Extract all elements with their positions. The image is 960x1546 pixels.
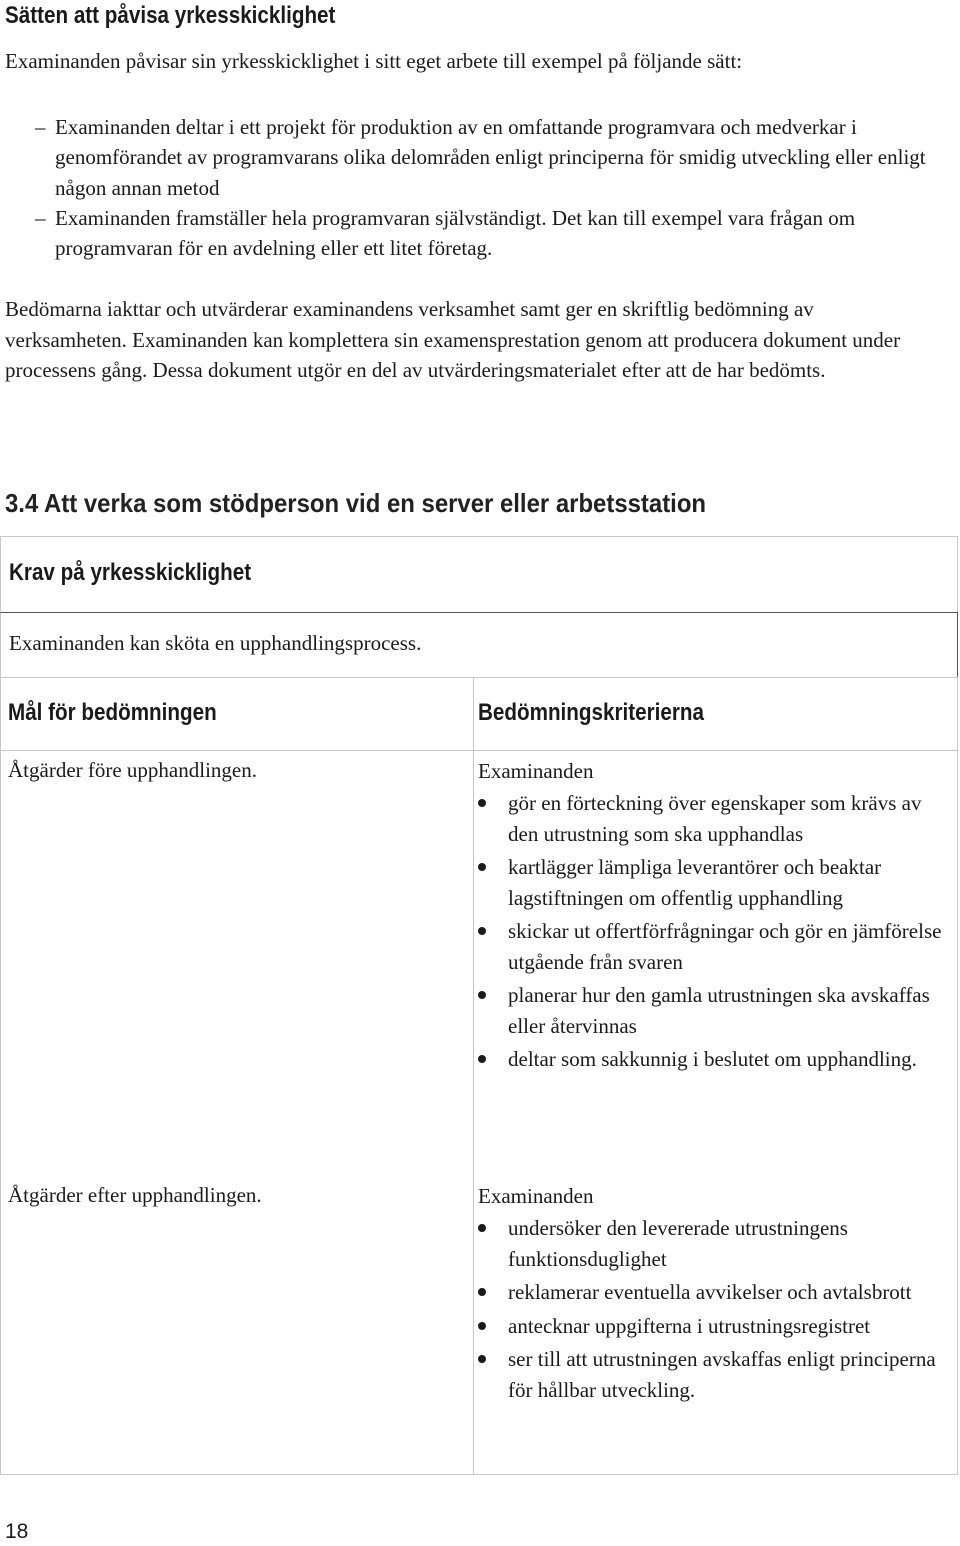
- column-header-goals: Mål för bedömningen: [8, 699, 217, 726]
- criteria-item: [478, 916, 948, 977]
- criteria-cell: [478, 1181, 948, 1408]
- dash-icon: –: [35, 205, 46, 230]
- dash-list: [35, 112, 935, 263]
- criteria-cell: [478, 756, 948, 1078]
- bullet-icon: [478, 1224, 486, 1232]
- criteria-text: gör en förteckning över egenskaper som krävs av den utrustning som ska upphandlas: [508, 791, 922, 846]
- dash-list-item: [35, 112, 935, 203]
- bullet-icon: [478, 991, 486, 999]
- column-header-criteria: Bedömningskriterierna: [478, 699, 704, 726]
- bullet-icon: [478, 1055, 486, 1063]
- criteria-item: [478, 1277, 948, 1308]
- page-number: 18: [5, 1520, 29, 1543]
- bullet-icon: [478, 927, 486, 935]
- bullet-icon: [478, 799, 486, 807]
- criteria-item: [478, 788, 948, 849]
- bullet-icon: [478, 1355, 486, 1363]
- dash-icon: –: [35, 115, 46, 139]
- criteria-text: undersöker den levererade utrustningens funktionsduglighet: [508, 1216, 848, 1271]
- criteria-text: reklamerar eventuella avvikelser och avtalsbrott: [508, 1280, 912, 1304]
- goal-cell: Åtgärder före upphandlingen.: [8, 758, 257, 782]
- bullet-icon: [478, 1322, 486, 1330]
- criteria-lead: Examinanden: [478, 1184, 594, 1208]
- assessment-paragraph: Bedömarna iakttar och utvärderar examinandens verksamhet samt ger en skriftlig bedömning av verksamheten. Examinanden kan komplettera sin examensprestation genom att producera dokument under processens gång. Dessa dokument utgör en del av utvärderingsmaterialet efter att de har bedömts.: [5, 297, 901, 382]
- requirements-table: [0, 536, 958, 726]
- criteria-item: [478, 1311, 948, 1342]
- criteria-text: kartlägger lämpliga leverantörer och beaktar lagstiftningen om offentlig upphandling: [508, 855, 882, 910]
- criteria-item: [478, 1044, 948, 1075]
- dash-item-text: Examinanden deltar i ett projekt för produktion av en omfattande programvara och medverkar i genomförandet av programvarans olika delområden enligt principerna för smidig utveckling eller enligt någon annan metod: [55, 115, 926, 200]
- criteria-item: [478, 1213, 948, 1274]
- bullet-icon: [478, 863, 486, 871]
- criteria-item: [478, 980, 948, 1041]
- criteria-list: [478, 788, 948, 1075]
- criteria-text: ser till att utrustningen avskaffas enligt principerna för hållbar utveckling.: [508, 1347, 936, 1402]
- requirement-heading-row: [0, 536, 958, 612]
- requirement-heading: Krav på yrkesskicklighet: [9, 559, 252, 586]
- intro-paragraph: Examinanden påvisar sin yrkesskicklighet i sitt eget arbete till exempel på följande sätt:: [5, 49, 743, 73]
- criteria-text: antecknar uppgifterna i utrustningsregistret: [508, 1313, 871, 1338]
- criteria-text: planerar hur den gamla utrustningen ska avskaffas eller återvinnas: [508, 983, 930, 1038]
- requirement-statement: Examinanden kan sköta en upphandlingsprocess.: [9, 631, 422, 655]
- bullet-icon: [478, 1288, 486, 1296]
- dash-item-text: Examinanden framställer hela programvaran självständigt. Det kan till exempel vara frågan om programvaran för en avdelning eller ett litet företag.: [55, 205, 856, 261]
- column-divider: [473, 678, 474, 1474]
- criteria-text: skickar ut offertförfrågningar och gör en jämförelse utgående från svaren: [508, 919, 942, 974]
- criteria-list: [478, 1213, 948, 1405]
- dash-list-item: [35, 203, 935, 264]
- criteria-lead: Examinanden: [478, 759, 594, 783]
- criteria-text: deltar som sakkunnig i beslutet om upphandling.: [508, 1047, 917, 1071]
- goal-cell: Åtgärder efter upphandlingen.: [8, 1183, 262, 1207]
- header-divider: [1, 750, 957, 751]
- section-title: 3.4 Att verka som stödperson vid en server eller arbetsstation: [5, 488, 707, 518]
- criteria-item: [478, 852, 948, 913]
- section-heading: Sätten att påvisa yrkesskicklighet: [5, 2, 336, 29]
- requirement-statement-row: [0, 612, 958, 677]
- criteria-item: [478, 1344, 948, 1405]
